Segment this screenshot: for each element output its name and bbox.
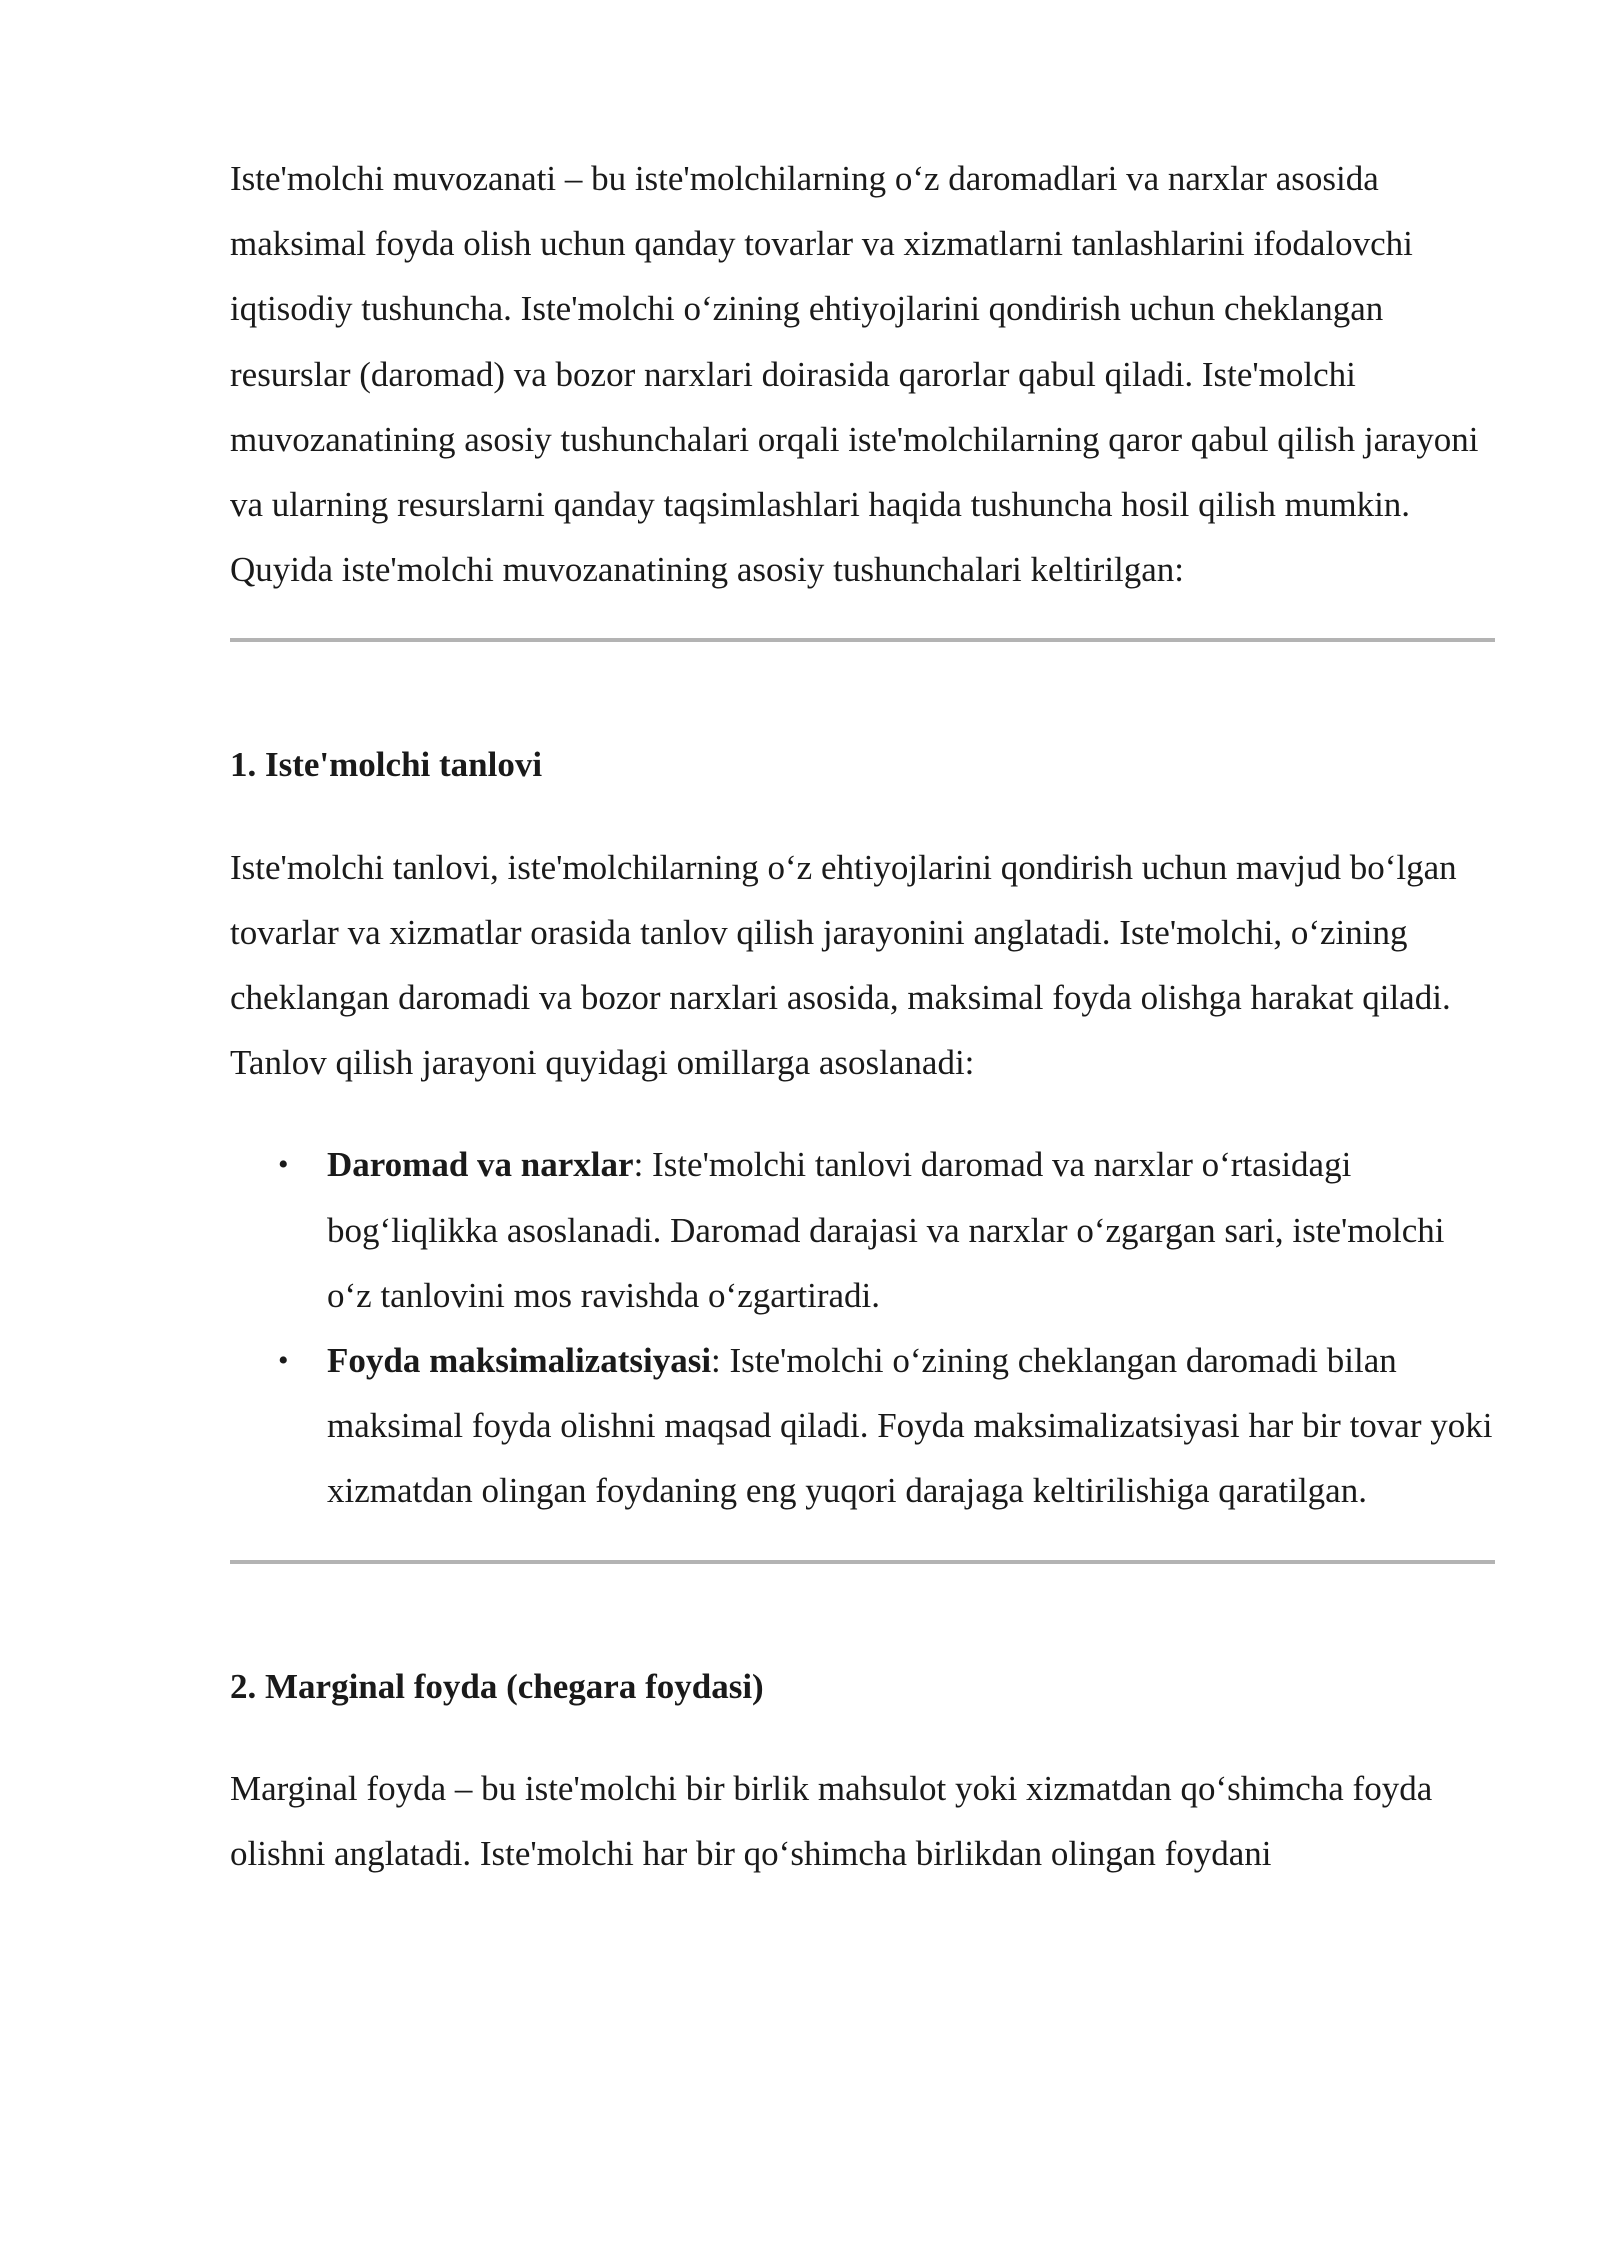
bullet-icon: • — [278, 1148, 289, 1182]
section-heading: 1. Iste'molchi tanlovi — [230, 745, 543, 785]
bullet-icon: • — [278, 1344, 289, 1378]
section-paragraph: Marginal foyda – bu iste'molchi bir birlik mahsulot yoki xizmatdan qo‘shimcha foyda olishni anglatadi. Iste'molchi har bir qo‘shimcha birlikdan olingan foydani — [230, 1768, 1433, 1874]
list-item-text: : Iste'molchi tanlovi daromad va narxlar o‘rtasidagi bog‘liqlikka asoslanadi. Daromad darajasi va narxlar o‘zgargan sari, iste'molchi o‘z tanlovini mos ravishda o‘zgartiradi. — [327, 1145, 1445, 1315]
list-item — [230, 1132, 1495, 1328]
document-page — [230, 146, 1495, 1886]
list-item-term: Foyda maksimalizatsiyasi — [327, 1341, 712, 1381]
bullet-list — [230, 1132, 1495, 1523]
section-heading: 2. Marginal foyda (chegara foydasi) — [230, 1666, 764, 1706]
intro-paragraph: Iste'molchi muvozanati – bu iste'molchilarning o‘z daromadlari va narxlar asosida maksimal foyda olish uchun qanday tovarlar va xizmatlarni tanlashlarini ifodalovchi iqtisodiy tushuncha. Iste'molchi o‘zining ehtiyojlarini qondirish uchun cheklangan resurslar (daromad) va bozor narxlari doirasida qarorlar qabul qiladi. Iste'molchi muvozanatining asosiy tushunchalari orqali iste'molchilarning qaror qabul qilish jarayoni va ularning resurslarni qanday taqsimlashlari haqida tushuncha hosil qilish mumkin. Quyida iste'molchi muvozanatining asosiy tushunchalari keltirilgan: — [230, 159, 1479, 590]
list-item-term: Daromad va narxlar — [327, 1145, 634, 1185]
section-paragraph: Iste'molchi tanlovi, iste'molchilarning o‘z ehtiyojlarini qondirish uchun mavjud bo‘lgan tovarlar va xizmatlar orasida tanlov qilish jarayonini anglatadi. Iste'molchi, o‘zining cheklangan daromadi va bozor narxlari asosida, maksimal foyda olishga harakat qiladi. Tanlov qilish jarayoni quyidagi omillarga asoslanadi: — [230, 847, 1457, 1083]
list-item-text: : Iste'molchi o‘zining cheklangan daromadi bilan maksimal foyda olishni maqsad qiladi. Foyda maksimalizatsiyasi har bir tovar yoki xizmatdan olingan foydaning eng yuqori darajaga keltirilishiga qaratilgan. — [327, 1341, 1493, 1511]
list-item — [230, 1328, 1495, 1524]
